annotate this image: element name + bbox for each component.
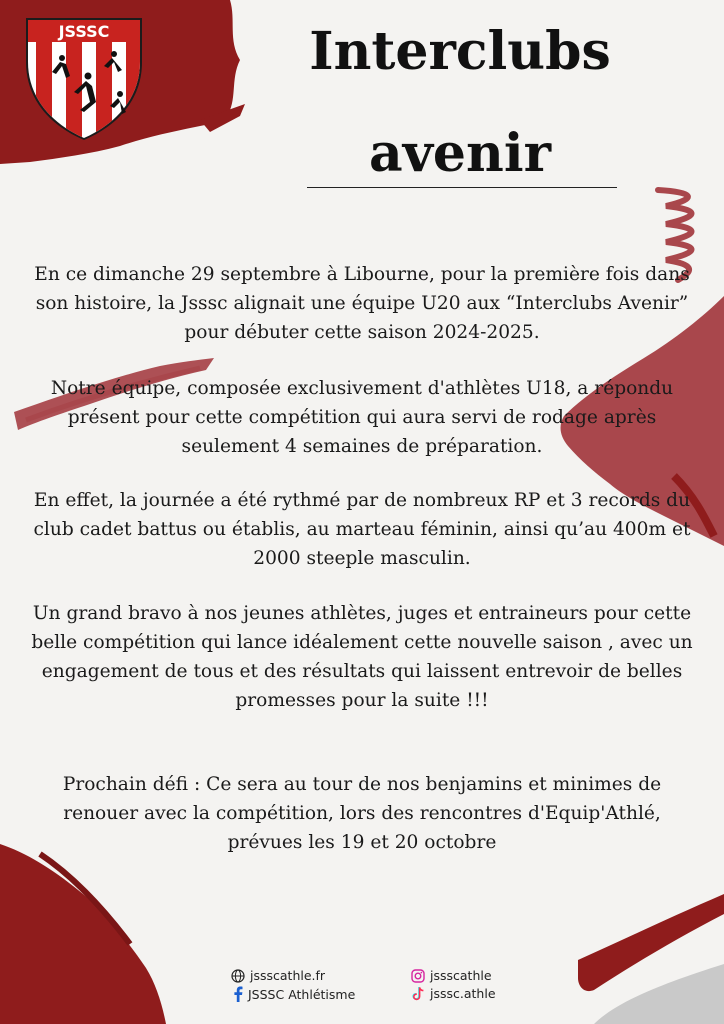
paragraph-next-challenge [0,770,724,857]
paragraph-line: promesses pour la suite !!! [235,690,489,711]
paragraph-line: club cadet battus ou établis, au marteau féminin, ainsi qu’au 400m et [33,519,691,540]
footer-tiktok[interactable] [411,986,496,1001]
paragraph-team [0,374,724,461]
instagram-link[interactable]: jssscathle [430,968,492,983]
paragraph-line: prévues les 19 et 20 octobre [227,832,497,853]
paragraph-line: belle compétition qui lance idéalement cette nouvelle saison , avec un [31,632,693,653]
paragraph-congrats [0,599,724,715]
paragraph-line: présent pour cette compétition qui aura servi de rodage après [67,407,657,428]
logo-text: JSSSC [58,22,110,41]
website-link[interactable]: jssscathle.fr [250,968,326,983]
facebook-icon [233,986,243,1002]
paragraph-line: renouer avec la compétition, lors des rencontres d'Equip'Athlé, [63,803,661,824]
paragraph-line: Prochain défi : Ce sera au tour de nos benjamins et minimes de [62,774,662,795]
globe-icon [231,969,245,983]
page-title-line1: Interclubs [309,21,611,82]
bottom-left-brush-stroke [0,844,170,1024]
paragraph-line: pour débuter cette saison 2024-2025. [184,322,540,343]
footer-facebook[interactable] [233,986,355,1002]
paragraph-line: En ce dimanche 29 septembre à Libourne, pour la première fois dans [34,264,690,285]
paragraph-line: 2000 steeple masculin. [253,548,471,569]
paragraph-line: Un grand bravo à nos jeunes athlètes, juges et entraineurs pour cette [32,603,692,624]
paragraph-line: seulement 4 semaines de préparation. [181,436,543,457]
paragraph-line: engagement de tous et des résultats qui laissent entrevoir de belles [41,661,683,682]
tiktok-icon [411,986,425,1001]
footer-website[interactable] [231,968,325,983]
facebook-link[interactable]: JSSSC Athlétisme [248,986,356,1002]
paragraph-line: Notre équipe, composée exclusivement d'athlètes U18, a répondu [50,378,674,399]
bottom-right-brush-stroke [574,894,724,1004]
tiktok-link[interactable]: jsssc.athle [430,986,496,1001]
title-underline [307,187,617,188]
paragraph-line: son histoire, la Jsssc alignait une équipe U20 aux “Interclubs Avenir” [35,293,689,314]
club-logo-shield [22,6,146,142]
footer-instagram[interactable] [411,968,492,983]
paragraph-line: En effet, la journée a été rythmé par de nombreux RP et 3 records du [33,490,691,511]
page-title-line2: avenir [369,123,551,184]
paragraph-intro [0,260,724,347]
paragraph-results [0,486,724,573]
instagram-icon [411,969,425,983]
